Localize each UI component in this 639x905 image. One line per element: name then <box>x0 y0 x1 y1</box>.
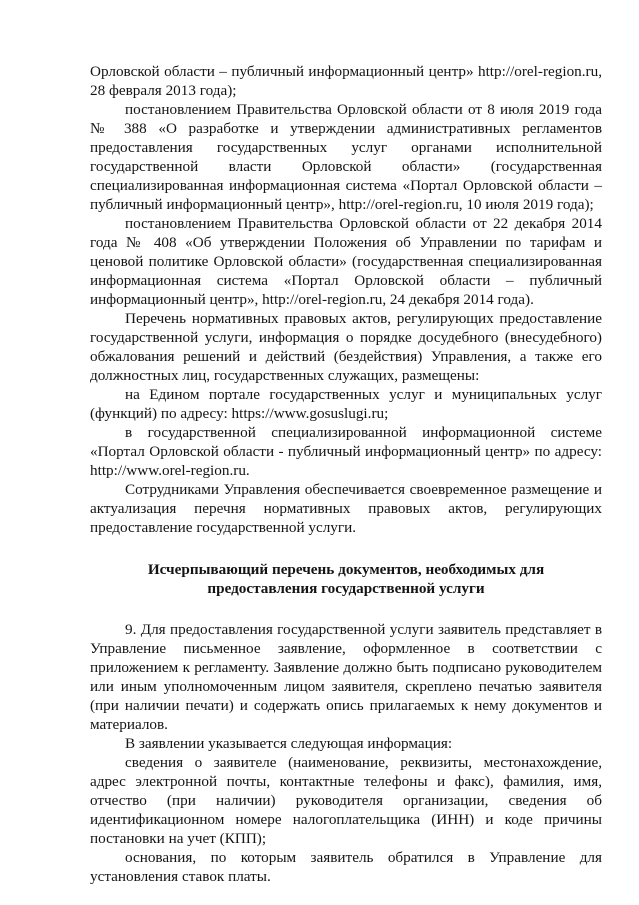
paragraph: на Едином портале государственных услуг и муниципальных услуг (функций) по адресу: https://www.gosuslugi.ru; <box>90 386 602 422</box>
document-page <box>90 62 602 886</box>
paragraph: Сотрудниками Управления обеспечивается своевременное размещение и актуализация перечня нормативных правовых актов, регулирующих предоставление государственной услуги. <box>90 481 602 536</box>
paragraph: основания, по которым заявитель обратился в Управление для установления ставок платы. <box>90 849 602 885</box>
paragraph: Перечень нормативных правовых актов, регулирующих предоставление государственной услуги, информация о порядке досудебного (внесудебного) обжалования решений и действий (бездействия) Управления, а также его должностных лиц, государственных служащих, размещены: <box>90 310 602 384</box>
paragraph: в государственной специализированной информационной системе «Портал Орловской области - публичный информационный центр» по адресу: http://www.orel-region.ru. <box>90 424 602 479</box>
paragraph: Орловской области – публичный информационный центр» http://orel-region.ru, 28 февраля 2013 года); <box>90 63 602 99</box>
paragraph: сведения о заявителе (наименование, реквизиты, местонахождение, адрес электронной почты, контактные телефоны и факс), фамилия, имя, отчество (при наличии) руководителя организации, сведения об идентификационном номере налогоплательщика (ИНН) и коде причины постановки на учет (КПП); <box>90 754 602 847</box>
section-heading: Исчерпывающий перечень документов, необходимых для предоставления государственной услуги <box>147 561 545 597</box>
document-body-top <box>90 62 602 537</box>
paragraph: постановлением Правительства Орловской области от 8 июля 2019 года № 388 «О разработке и утверждении административных регламентов предоставления государственных услуг органами исполнительной государственной власти Орловской области» (государственная специализированная информационная система «Портал Орловской области – публичный информационный центр», http://orel-region.ru, 10 июля 2019 года); <box>90 101 602 213</box>
paragraph: В заявлении указывается следующая информация: <box>125 735 453 752</box>
document-body-bottom <box>90 620 602 886</box>
paragraph: постановлением Правительства Орловской области от 22 декабря 2014 года № 408 «Об утверждении Положения об Управлении по тарифам и ценовой политике Орловской области» (государственная специализированная информационная система «Портал Орловской области – публичный информационный центр», http://orel-region.ru, 24 декабря 2014 года). <box>90 215 602 308</box>
paragraph: 9. Для предоставления государственной услуги заявитель представляет в Управление письменное заявление, оформленное в соответствии с приложением к регламенту. Заявление должно быть подписано руководителем или иным уполномоченным лицом заявителя, скреплено печатью заявителя (при наличии печати) и содержать опись прилагаемых к нему документов и материалов. <box>90 621 602 733</box>
